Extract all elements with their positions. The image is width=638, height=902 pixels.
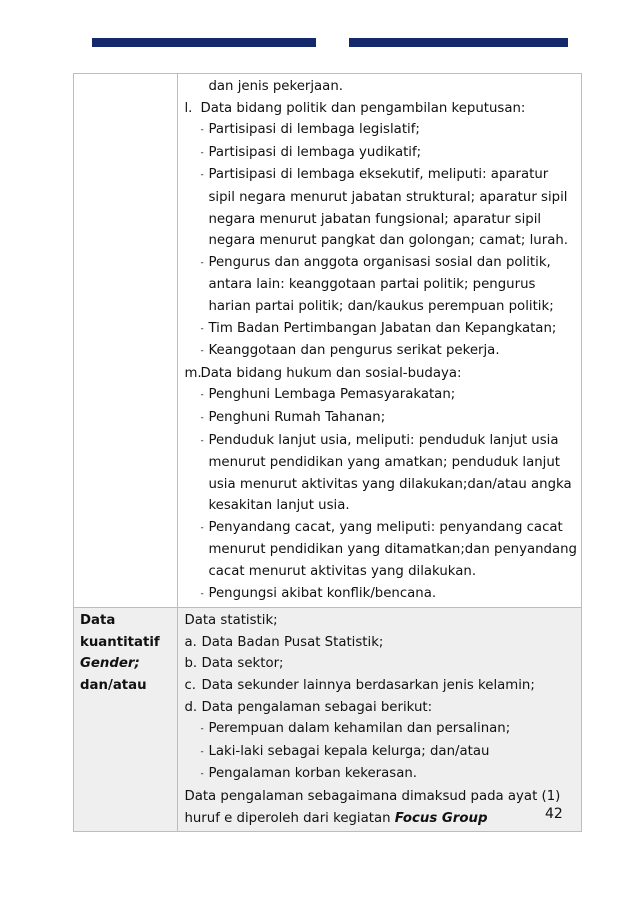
text-line: kesakitan lanjut usia. <box>208 498 350 514</box>
closing-line <box>184 808 577 830</box>
header-bar-right <box>349 38 568 47</box>
dash-bullet: - <box>200 746 204 757</box>
list-item-text: Penyandang cacat, yang meliputi: penyandang cacat <box>208 519 563 535</box>
table-row <box>74 608 582 832</box>
dash-bullet: - <box>200 147 204 158</box>
list-item-text: Data bidang politik dan pengambilan keputusan: <box>200 100 526 116</box>
text-line: menurut pendidikan yang amatkan; penduduk lanjut <box>208 455 561 471</box>
list-item <box>184 583 577 606</box>
dash-bullet: - <box>200 390 204 401</box>
list-item <box>184 430 577 453</box>
list-item-text: Penghuni Rumah Tahanan; <box>208 409 386 425</box>
text-line: sipil negara menurut jabatan struktural; aparatur sipil <box>208 189 568 205</box>
list-item <box>184 718 577 741</box>
text-line: antara lain: keanggotaan partai politik; pengurus <box>208 277 536 293</box>
text-line: usia menurut aktivitas yang dilakukan;dan/atau angka <box>208 476 572 492</box>
closing-text: huruf e diperoleh dari kegiatan <box>184 810 395 826</box>
list-item-text: Tim Badan Pertimbangan Jabatan dan Kepangkatan; <box>208 320 557 336</box>
list-item-text: Partisipasi di lembaga eksekutif, meliputi: aparatur <box>208 167 549 183</box>
list-item <box>184 252 577 275</box>
text-line: negara menurut jabatan fungsional; aparatur sipil <box>208 211 542 227</box>
list-item-text: Pengurus dan anggota organisasi sosial dan politik, <box>208 254 551 270</box>
list-marker: b. <box>184 656 198 672</box>
list-item-text: Pengalaman korban kekerasan. <box>208 766 418 782</box>
list-item-c <box>184 675 577 697</box>
row1-content-cell <box>178 74 582 608</box>
list-marker: a. <box>184 634 197 650</box>
list-marker: m. <box>184 365 202 381</box>
dash-bullet: - <box>200 522 204 533</box>
list-item-text: Partisipasi di lembaga yudikatif; <box>208 144 422 160</box>
dash-bullet: - <box>200 435 204 446</box>
content-table <box>73 73 582 832</box>
row2-content-cell <box>178 608 582 832</box>
dash-bullet: - <box>200 412 204 423</box>
label-line: kuantitatif <box>80 634 160 650</box>
page-number: 42 <box>545 806 563 822</box>
list-item <box>184 384 577 407</box>
table-row <box>74 74 582 608</box>
list-item-text: Penghuni Lembaga Pemasyarakatan; <box>208 387 456 403</box>
list-marker: c. <box>184 678 196 694</box>
list-item <box>184 318 577 341</box>
list-item-text: Data pengalaman sebagai berikut: <box>201 699 433 715</box>
dash-bullet: - <box>200 323 204 334</box>
label-line: dan/atau <box>80 678 147 694</box>
focus-group-emphasis: Focus Group <box>394 810 488 826</box>
row2-label-cell <box>74 608 178 832</box>
list-item-text: Perempuan dalam kehamilan dan persalinan; <box>208 721 511 737</box>
list-item-m <box>184 363 577 385</box>
text-line: harian partai politik; dan/kaukus perempuan politik; <box>208 298 554 314</box>
header-bar-left <box>92 38 316 47</box>
list-item-a <box>184 632 577 654</box>
intro-line: Data statistik; <box>184 613 278 629</box>
list-item <box>184 340 577 363</box>
list-item-text: Penduduk lanjut usia, meliputi: penduduk lanjut usia <box>208 432 559 448</box>
dash-bullet: - <box>200 170 204 181</box>
list-item <box>184 142 577 165</box>
dash-bullet: - <box>200 125 204 136</box>
text-line: cacat menurut aktivitas yang dilakukan. <box>208 564 477 580</box>
closing-line: Data pengalaman sebagaimana dimaksud pada ayat (1) <box>184 789 561 804</box>
list-item-text: Data Badan Pusat Statistik; <box>201 634 384 650</box>
list-item <box>184 407 577 430</box>
text-line: negara menurut pangkat dan golongan; camat; lurah. <box>208 233 568 249</box>
list-item-b <box>184 653 577 675</box>
dash-bullet: - <box>200 257 204 268</box>
dash-bullet: - <box>200 588 204 599</box>
text-line: menurut pendidikan yang ditamatkan;dan penyandang <box>208 542 577 558</box>
list-item-text: Data sekunder lainnya berdasarkan jenis kelamin; <box>201 678 535 694</box>
list-item <box>184 119 577 142</box>
row1-label-cell <box>74 74 178 608</box>
list-item <box>184 763 577 786</box>
dash-bullet: - <box>200 769 204 780</box>
list-item-text: Data bidang hukum dan sosial-budaya: <box>200 365 462 381</box>
list-item-text: Keanggotaan dan pengurus serikat pekerja. <box>208 343 500 359</box>
label-line <box>80 653 173 675</box>
list-item-text: Laki-laki sebagai kepala kelurga; dan/atau <box>208 743 490 759</box>
list-marker: d. <box>184 699 198 715</box>
list-item-text: Data sektor; <box>201 656 284 672</box>
list-item-text: Partisipasi di lembaga legislatif; <box>208 122 420 138</box>
dash-bullet: - <box>200 724 204 735</box>
label-line-italic: Gender; <box>80 656 140 672</box>
list-item-text: Pengungsi akibat konflik/bencana. <box>208 585 437 601</box>
text-line: dan jenis pekerjaan. <box>208 79 343 94</box>
list-item <box>184 164 577 187</box>
list-item <box>184 517 577 540</box>
list-item <box>184 741 577 764</box>
label-line: Data <box>80 613 116 629</box>
list-item-d <box>184 697 577 719</box>
dash-bullet: - <box>200 346 204 357</box>
list-item-l <box>184 98 577 120</box>
list-marker: l. <box>184 100 193 116</box>
